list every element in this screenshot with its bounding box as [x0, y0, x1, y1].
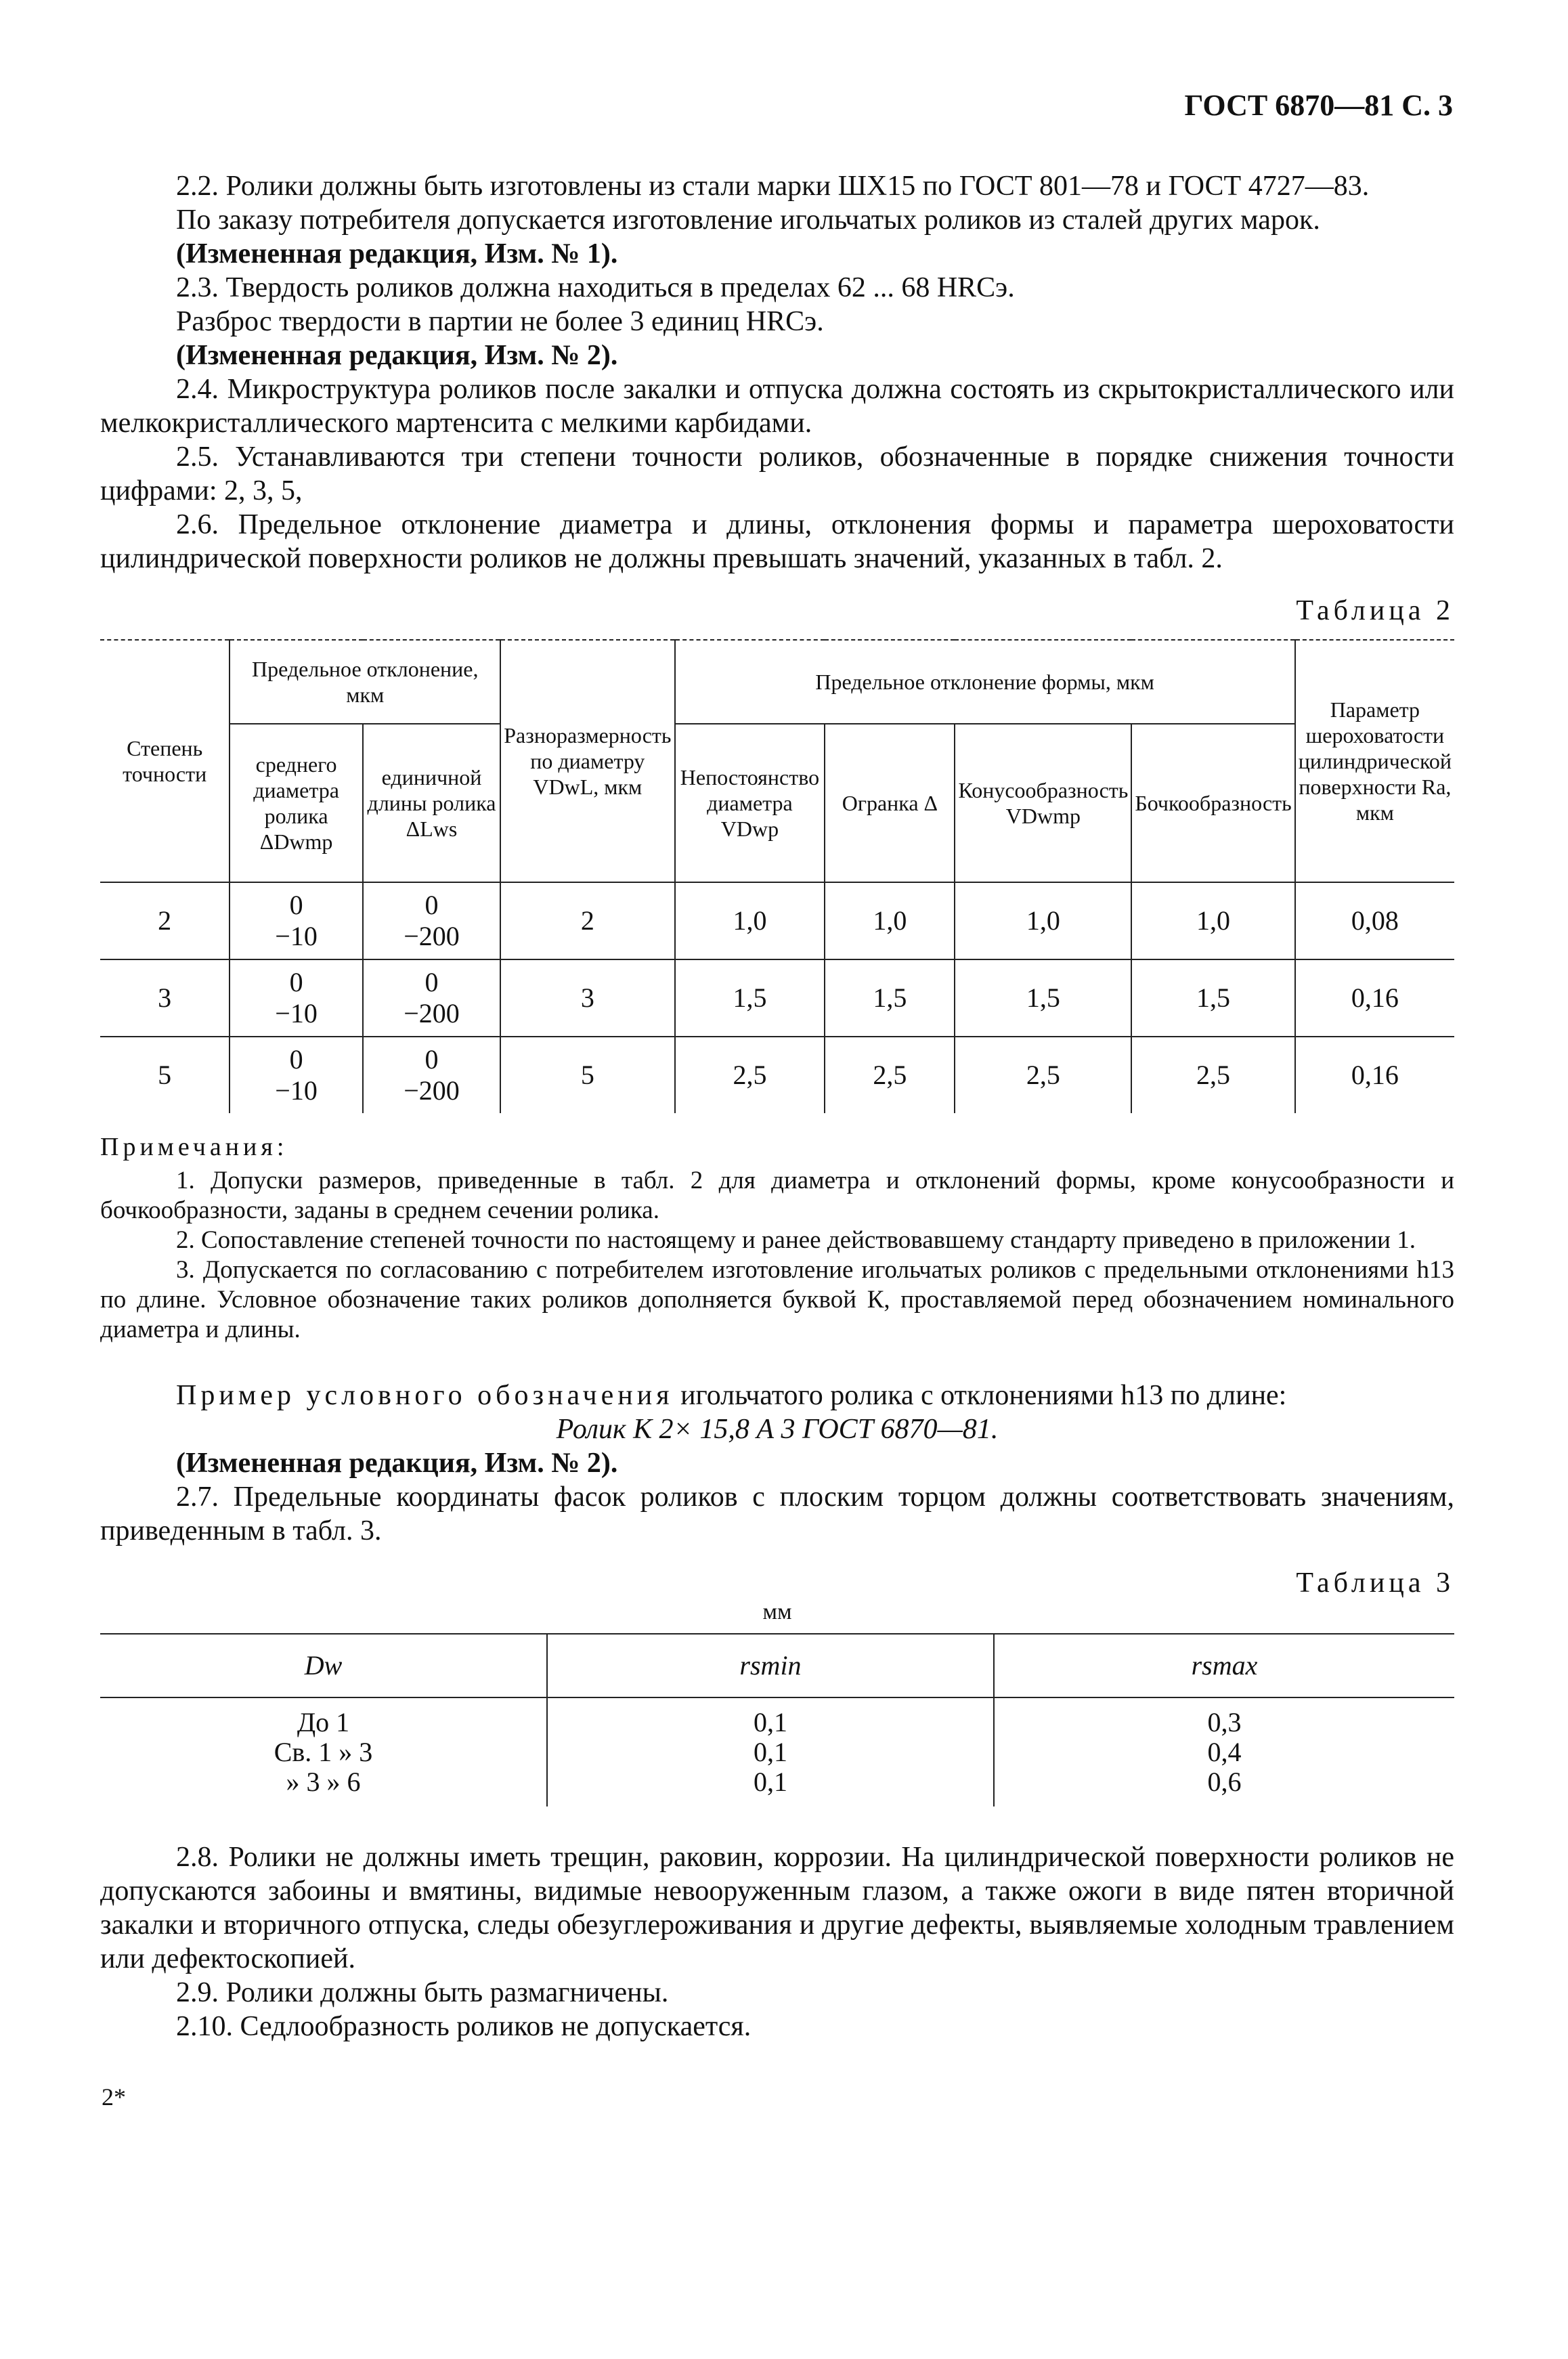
cell-roughness: 0,16: [1295, 1037, 1454, 1113]
cell-roughness: 0,16: [1295, 959, 1454, 1037]
cell-length-dev: [363, 1037, 500, 1113]
amendment-note-3: (Измененная редакция, Изм. № 2).: [176, 1448, 618, 1479]
th-dw: [100, 1634, 547, 1697]
cell-rsmax: 0,4: [994, 1737, 1454, 1767]
upper-dev: 0: [289, 890, 303, 920]
cell-lobing: 1,0: [825, 882, 955, 959]
dw-symbol: Dw: [304, 1650, 343, 1681]
note-2: 2. Сопоставление степеней точности по настоящему и ранее действовавшему стандарту приведено в приложении 1.: [176, 1226, 1416, 1254]
table-row: [100, 959, 1454, 1037]
cell-taper: 1,5: [955, 959, 1131, 1037]
para-2-2-order: По заказу потребителя допускается изготовление игольчатых роликов из сталей других марок.: [176, 204, 1320, 236]
cell-mean-diameter-dev: [230, 959, 363, 1037]
para-2-9: 2.9. Ролики должны быть размагничены.: [176, 1977, 669, 2008]
cell-lobing: 1,5: [825, 959, 955, 1037]
cell-barrel: 1,5: [1131, 959, 1294, 1037]
cell-barrel: 2,5: [1131, 1037, 1294, 1113]
rsmin-symbol: rsmin: [739, 1650, 802, 1681]
th-barrel: Бочкообразность: [1131, 724, 1294, 882]
para-2-2: 2.2. Ролики должны быть изготовлены из стали марки ШХ15 по ГОСТ 801—78 и ГОСТ 4727—83.: [176, 171, 1370, 202]
cell-rsmax: 0,6: [994, 1767, 1454, 1806]
th-length: единичной длины ролика ΔLws: [363, 724, 500, 882]
para-2-3: 2.3. Твердость роликов должна находиться в пределах 62 ... 68 HRCэ.: [176, 272, 1015, 303]
example-text: игольчатого ролика с отклонениями h13 по длине:: [673, 1380, 1287, 1411]
para-2-3-spread: Разброс твердости в партии не более 3 единиц HRCэ.: [176, 306, 824, 337]
page-header: ГОСТ 6870—81 С. 3: [1184, 89, 1453, 122]
cell-dw: До 1: [297, 1707, 350, 1737]
cell-rsmin: 0,1: [547, 1767, 994, 1806]
th-rsmax: [994, 1634, 1454, 1697]
lower-dev: −200: [404, 1075, 460, 1106]
table-row: [100, 1037, 1454, 1113]
cell-dw: Св. 1 » 3: [274, 1737, 373, 1767]
amendment-note-2: (Измененная редакция, Изм. № 2).: [176, 340, 618, 371]
th-roughness: Параметр шероховатости цилиндрической поверхности Ra, мкм: [1295, 640, 1454, 882]
cell-nonconstancy: 2,5: [675, 1037, 825, 1113]
upper-dev: 0: [289, 1044, 303, 1075]
example-label: Пример условного обозначения: [176, 1380, 674, 1411]
cell-mean-diameter-dev: [230, 882, 363, 959]
th-grade: Степень точности: [100, 640, 230, 882]
upper-dev: 0: [289, 967, 303, 997]
upper-dev: 0: [424, 890, 439, 920]
cell-taper: 1,0: [955, 882, 1131, 959]
cell-variation: 5: [500, 1037, 674, 1113]
designation-example: [100, 1379, 1454, 1412]
cell-length-dev: [363, 882, 500, 959]
cell-rsmin: 0,1: [547, 1697, 994, 1737]
cell-grade: 3: [100, 959, 230, 1037]
th-lobing: Огранка Δ: [825, 724, 955, 882]
th-form-deviation: Предельное отклонение формы, мкм: [675, 640, 1295, 724]
th-taper: Конусообразность VDwmp: [955, 724, 1131, 882]
table-3-unit: мм: [762, 1599, 792, 1624]
notes-title: Примечания:: [100, 1133, 288, 1161]
cell-nonconstancy: 1,5: [675, 959, 825, 1037]
para-2-6: 2.6. Предельное отклонение диаметра и длины, отклонения формы и параметра шероховатости цилиндрической поверхности роликов не должны превышать значений, указанных в табл. 2.: [100, 509, 1454, 574]
table-row: [100, 1737, 1454, 1767]
para-2-10: 2.10. Седлообразность роликов не допускается.: [176, 2011, 752, 2042]
cell-taper: 2,5: [955, 1037, 1131, 1113]
upper-dev: 0: [424, 967, 439, 997]
upper-dev: 0: [424, 1044, 439, 1075]
para-2-7: 2.7. Предельные координаты фасок роликов с плоским торцом должны соответствовать значениям, приведенным в табл. 3.: [100, 1481, 1454, 1546]
note-3: 3. Допускается по согласованию с потребителем изготовление игольчатых роликов с предельными отклонениями h13 по длине. Условное обозначение таких роликов дополняется буквой К, проставляемой перед обозначением номинального диаметра и длины.: [100, 1256, 1454, 1343]
table-3-caption: Таблица 3: [1296, 1567, 1454, 1599]
table-row: [100, 882, 1454, 959]
cell-roughness: 0,08: [1295, 882, 1454, 959]
lower-dev: −10: [275, 1075, 318, 1106]
th-variation: Разноразмерность по диаметру VDwL, мкм: [500, 640, 674, 882]
th-nonconstancy: Непостоянство диаметра VDwp: [675, 724, 825, 882]
table-2: [100, 639, 1454, 1113]
cell-lobing: 2,5: [825, 1037, 955, 1113]
th-deviation: Предельное отклонение, мкм: [230, 640, 500, 724]
lower-dev: −10: [275, 921, 318, 951]
table-row: [100, 1697, 1454, 1737]
cell-dw: » 3 » 6: [286, 1767, 361, 1797]
para-2-4: 2.4. Микроструктура роликов после закалки и отпуска должна состоять из скрытокристаллического или мелкокристаллического мартенсита с мелкими карбидами.: [100, 374, 1454, 439]
para-2-8: 2.8. Ролики не должны иметь трещин, раковин, коррозии. На цилиндрической поверхности роликов не допускаются забоины и вмятины, видимые невооруженным глазом, а также ожоги в виде пятен вторичной закалки и вторичного отпуска, следы обезуглероживания и другие дефекты, выявляемые холодным травлением или дефектоскопией.: [100, 1842, 1454, 1974]
lower-dev: −10: [275, 998, 318, 1029]
page-footnote: 2*: [102, 2083, 126, 2111]
para-2-5: 2.5. Устанавливаются три степени точности роликов, обозначенные в порядке снижения точности цифрами: 2, 3, 5,: [100, 441, 1454, 506]
lower-dev: −200: [404, 921, 460, 951]
note-1: 1. Допуски размеров, приведенные в табл. 2 для диаметра и отклонений формы, кроме конусообразности и бочкообразности, заданы в среднем сечении ролика.: [100, 1167, 1454, 1224]
amendment-note-1: (Измененная редакция, Изм. № 1).: [176, 238, 618, 269]
cell-grade: 5: [100, 1037, 230, 1113]
th-rsmin: [547, 1634, 994, 1697]
cell-grade: 2: [100, 882, 230, 959]
table-3: [100, 1633, 1454, 1806]
cell-variation: 3: [500, 959, 674, 1037]
lower-dev: −200: [404, 998, 460, 1029]
table-row: [100, 1767, 1454, 1806]
designation-code: Ролик К 2× 15,8 А 3 ГОСТ 6870—81.: [556, 1414, 999, 1445]
rsmax-symbol: rsmax: [1191, 1650, 1258, 1681]
document-body: [100, 169, 1454, 2043]
cell-rsmax: 0,3: [994, 1697, 1454, 1737]
cell-variation: 2: [500, 882, 674, 959]
cell-length-dev: [363, 959, 500, 1037]
cell-mean-diameter-dev: [230, 1037, 363, 1113]
table-2-caption: Таблица 2: [1296, 595, 1454, 626]
th-mean-diameter: среднего диаметра ролика ΔDwmp: [230, 724, 363, 882]
cell-barrel: 1,0: [1131, 882, 1294, 959]
cell-nonconstancy: 1,0: [675, 882, 825, 959]
cell-rsmin: 0,1: [547, 1737, 994, 1767]
